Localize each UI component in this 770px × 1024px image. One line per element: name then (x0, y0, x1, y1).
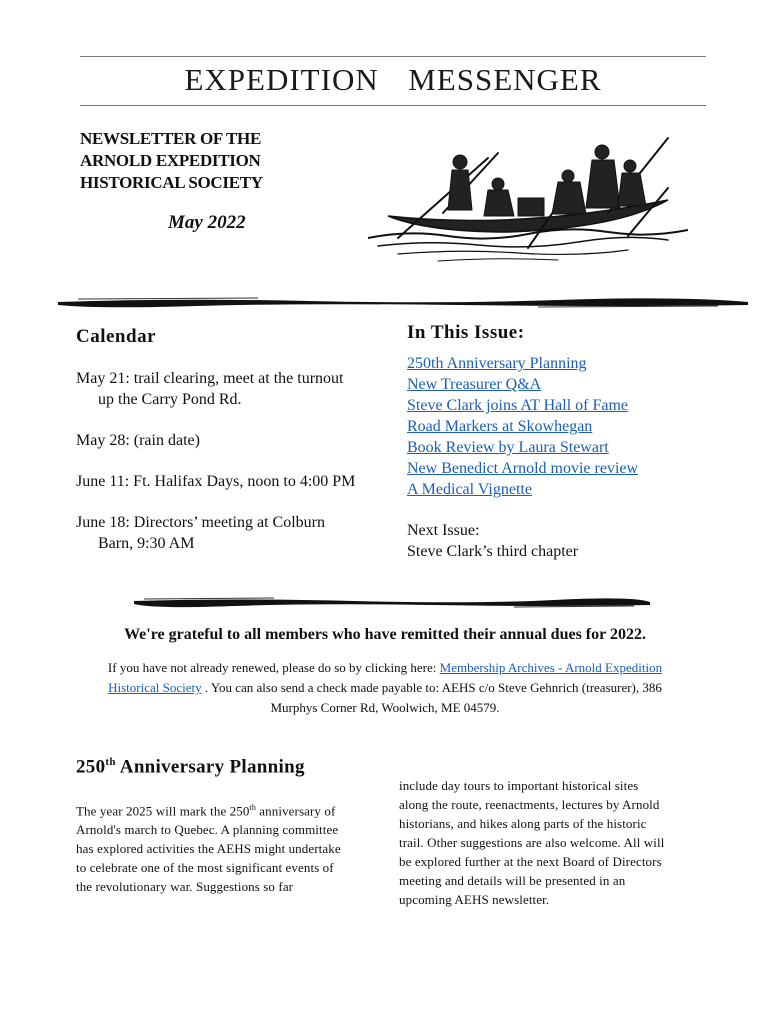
calendar-item: May 28: (rain date) (76, 432, 200, 449)
brush-divider (134, 596, 650, 610)
dues-body (90, 658, 680, 718)
membership-link[interactable]: Membership Archives - Arnold Expedition Historical Society (108, 660, 663, 695)
masthead-top-rule (80, 56, 706, 57)
dues-text: If you have not already renewed, please do so by clicking here: (107, 660, 440, 675)
article-text: anniversary of Arnold's march to Quebec. A planning committee has explored activities the AEHS might undertake to celebrate one of the most significant events of the revolutionary war. Suggestions so far (76, 803, 341, 895)
toc-link-book-review[interactable]: Book Review by Laura Stewart (407, 439, 609, 456)
next-issue (407, 520, 707, 562)
calendar-item: June 11: Ft. Halifax Days, noon to 4:00 PM (76, 473, 356, 490)
toc-link-medical-vignette[interactable]: A Medical Vignette (407, 481, 532, 498)
toc-link-steve-clark[interactable]: Steve Clark joins AT Hall of Fame (407, 397, 629, 414)
in-this-issue-heading: In This Issue: (407, 322, 525, 343)
society-line: NEWSLETTER OF THE (80, 129, 262, 148)
society-line: ARNOLD EXPEDITION (80, 151, 261, 170)
masthead-bottom-rule (80, 105, 706, 106)
brush-divider (58, 296, 748, 310)
toc-link-road-markers[interactable]: Road Markers at Skowhegan (407, 418, 593, 435)
calendar-section (76, 326, 356, 574)
article-column-right: include day tours to important historical sites along the route, reenactments, lectures by Arnold historians, and hikes along parts of the historic trail. Other suggestions are also welcome. All will be explored further at the next Board of Directors meeting and details will be presented in an upcoming AEHS newsletter. (399, 778, 665, 907)
article-heading (76, 756, 305, 778)
calendar-item: May 21: trail clearing, meet at the turnout up the Carry Pond Rd. (76, 370, 344, 408)
next-issue-text: Steve Clark’s third chapter (407, 543, 579, 560)
article-heading-sup: th (105, 756, 116, 768)
calendar-item: June 18: Directors’ meeting at Colburn Barn, 9:30 AM (76, 514, 325, 552)
dues-text: . You can also send a check made payable to: AEHS c/o Steve Gehnrich (treasurer), 386 Murphys Corner Rd, Woolwich, ME 04579. (201, 680, 662, 715)
toc-link-anniversary[interactable]: 250th Anniversary Planning (407, 355, 587, 372)
article-heading-text: Anniversary Planning (115, 756, 305, 778)
dues-heading: We're grateful to all members who have remitted their annual dues for 2022. (124, 626, 646, 643)
society-line: HISTORICAL SOCIETY (80, 173, 263, 192)
masthead-title: EXPEDITION MESSENGER (184, 62, 602, 97)
calendar-heading: Calendar (76, 326, 156, 347)
next-issue-label: Next Issue: (407, 522, 480, 539)
canoe-illustration (368, 118, 688, 268)
article-text: The year 2025 will mark the 250 (76, 803, 250, 819)
article-column-left (76, 798, 348, 896)
toc-link-movie-review[interactable]: New Benedict Arnold movie review (407, 460, 639, 477)
society-name (80, 128, 340, 194)
article-heading-number: 250 (76, 756, 106, 778)
in-this-issue-section (407, 322, 707, 562)
toc-link-treasurer[interactable]: New Treasurer Q&A (407, 376, 542, 393)
issue-date: May 2022 (168, 212, 246, 233)
article-sup: th (249, 803, 256, 812)
